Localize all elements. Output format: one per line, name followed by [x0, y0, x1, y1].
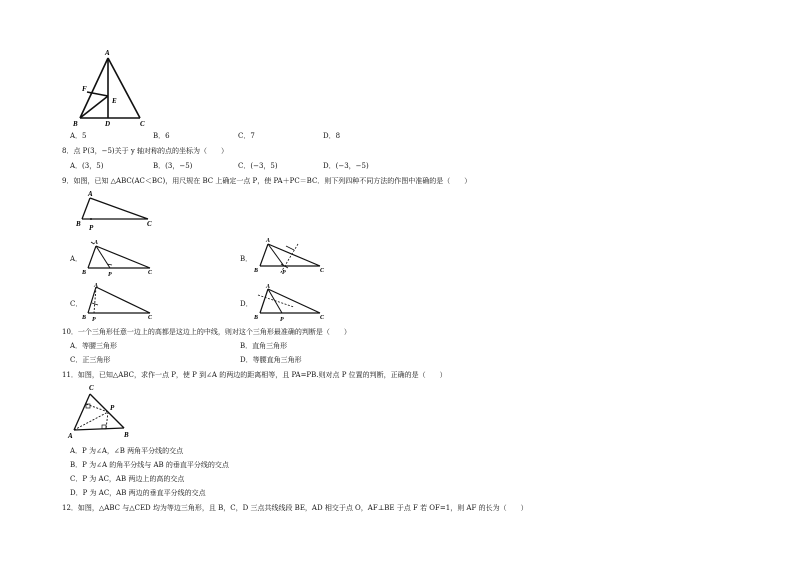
q9-stem: 9．如图，已知 △ABC(AC＜BC)，用尺规在 BC 上确定一点 P，使 PA＋PC＝BC．则下列四种不同方法的作图中准确的是（ ）	[62, 177, 472, 185]
svg-text:A: A	[94, 240, 99, 246]
q9-label-C: C	[147, 220, 152, 228]
svg-text:P: P	[282, 270, 286, 276]
triangle-figure-q9	[76, 190, 161, 232]
label-C: C	[140, 120, 145, 128]
svg-text:B: B	[82, 315, 87, 321]
q7-option-d: D．8	[323, 132, 341, 140]
q9-option-c-figure	[82, 283, 162, 323]
svg-text:P: P	[92, 317, 96, 323]
q9-option-d: D．	[240, 300, 253, 308]
label-A: A	[105, 49, 110, 57]
q12-stem: 12．如图，△ABC 与△CED 均为等边三角形，且 B，C，D 三点共线线段 BE，AD 相交于点 O，AF⊥BE 于点 F 若 OF=1，则 AF 的长为（ ）	[62, 504, 528, 512]
svg-text:C: C	[148, 270, 153, 276]
triangle-figure-q7	[70, 48, 160, 128]
q11-label-C: C	[89, 384, 94, 392]
q9-label-P: P	[89, 224, 94, 232]
svg-text:C: C	[148, 315, 153, 321]
svg-text:C: C	[320, 315, 325, 321]
q8-option-d: D．(−3，−5)	[323, 162, 369, 170]
q11-option-a: A．P 为∠A，∠B 两角平分线的交点	[70, 447, 184, 455]
q10-option-c: C．正三角形	[70, 356, 111, 364]
q9-label-B: B	[76, 220, 81, 228]
q9-option-a: A．	[70, 255, 83, 263]
svg-text:P: P	[108, 272, 112, 278]
label-F: F	[82, 85, 87, 93]
q9-option-a-figure	[82, 238, 162, 278]
q10-stem: 10．一个三角形任意一边上的高都是这边上的中线，则对这个三角形最准确的判断是（ ）	[62, 328, 351, 336]
label-D: D	[105, 120, 111, 128]
label-E: E	[112, 97, 117, 105]
svg-text:A: A	[94, 283, 99, 289]
q9-label-A: A	[88, 190, 93, 198]
q11-option-d: D．P 为 AC，AB 两边的垂直平分线的交点	[70, 489, 206, 497]
q8-option-c: C．(−3，5)	[238, 162, 278, 170]
q9-option-b-figure	[254, 236, 334, 276]
q7-option-c: C．7	[238, 132, 255, 140]
q11-label-P: P	[110, 404, 115, 412]
svg-text:B: B	[82, 270, 87, 276]
svg-text:A: A	[266, 238, 271, 244]
q10-option-d: D．等腰直角三角形	[240, 356, 302, 364]
q11-option-b: B．P 为∠A 的角平分线与 AB 的垂直平分线的交点	[70, 461, 229, 469]
triangle-figure-q11	[68, 382, 140, 440]
q11-label-B: B	[124, 431, 129, 439]
svg-text:A: A	[266, 284, 271, 290]
q7-option-a: A．5	[70, 132, 87, 140]
label-B: B	[73, 120, 78, 128]
q10-option-b: B．直角三角形	[240, 342, 288, 350]
q8-stem: 8．点 P(3，−5)关于 y 轴对称的点的坐标为（ ）	[62, 147, 229, 155]
svg-text:B: B	[254, 315, 259, 321]
svg-text:P: P	[280, 317, 284, 323]
q9-option-b: B．	[240, 255, 253, 263]
q11-option-c: C．P 为 AC，AB 两边上的高的交点	[70, 475, 185, 483]
q10-option-a: A．等腰三角形	[70, 342, 118, 350]
q9-option-d-figure	[254, 283, 334, 323]
q11-stem: 11．如图，已知△ABC，求作一点 P，使 P 到∠A 的两边的距离相等，且 PA=PB.则对点 P 位置的判断，正确的是（ ）	[62, 371, 447, 379]
q11-label-A: A	[68, 432, 73, 440]
svg-text:B: B	[254, 268, 259, 274]
q7-option-b: B．6	[153, 132, 170, 140]
svg-text:C: C	[320, 268, 325, 274]
q9-option-c: C．	[70, 300, 83, 308]
q8-option-a: A．(3，5)	[70, 162, 104, 170]
q8-option-b: B．(3，−5)	[153, 162, 193, 170]
